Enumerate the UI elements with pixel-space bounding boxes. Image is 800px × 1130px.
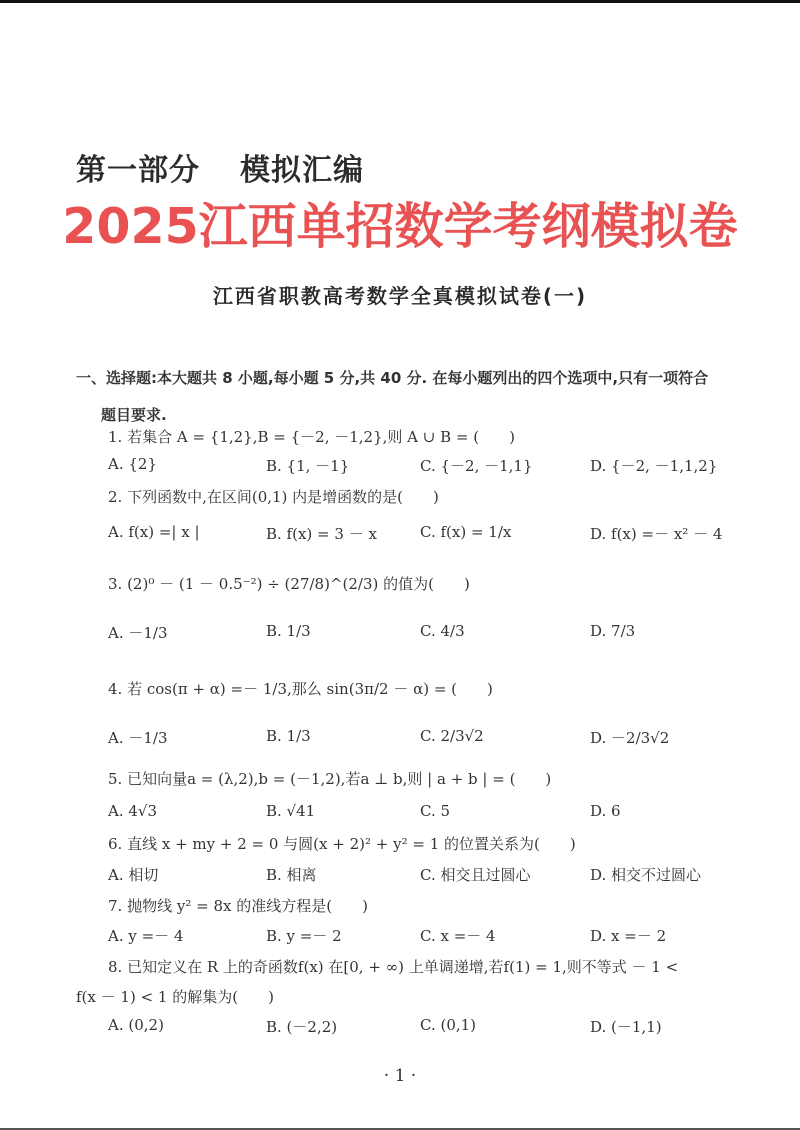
page-number: · 1 ·	[383, 1066, 417, 1086]
option-d: D. f(x) =－ x² － 4	[590, 525, 723, 543]
part-title: 模拟汇编	[240, 153, 364, 188]
option-a: A. 4√3	[108, 802, 158, 820]
question-1: 1. 若集合 A = {1,2},B = {－2, －1,2},则 A ∪ B = ( )	[108, 428, 515, 446]
option-d: D. {－2, －1,1,2}	[590, 457, 718, 475]
exam-subtitle: 江西省职教高考数学全真模拟试卷(一)	[212, 284, 588, 308]
option-b: B. y =－ 2	[266, 927, 342, 945]
question-8-continued: f(x － 1) < 1 的解集为( )	[76, 988, 274, 1006]
options-8	[108, 1016, 768, 1046]
options-5	[108, 802, 768, 832]
option-a: A. f(x) =| x |	[108, 523, 200, 541]
option-a: A. (0,2)	[108, 1016, 164, 1034]
option-b: B. √41	[266, 802, 316, 820]
option-a: A. 相切	[108, 866, 159, 884]
option-b: B. 1/3	[266, 727, 311, 745]
option-c: C. (0,1)	[420, 1016, 477, 1034]
option-c: C. 相交且过圆心	[420, 866, 531, 884]
option-d: D. (－1,1)	[590, 1018, 662, 1036]
option-a: A. －1/3	[108, 729, 168, 747]
option-a: A. y =－ 4	[108, 927, 184, 945]
option-b: B. 1/3	[266, 622, 311, 640]
options-2	[108, 523, 768, 553]
option-c: C. 4/3	[420, 622, 465, 640]
option-c: C. {－2, －1,1}	[420, 457, 533, 475]
options-1	[108, 455, 768, 485]
part-label: 第一部分	[76, 153, 200, 188]
banner-title: 2025江西单招数学考纲模拟卷	[62, 198, 738, 255]
option-b: B. (－2,2)	[266, 1018, 338, 1036]
option-d: D. 7/3	[590, 622, 636, 640]
option-b: B. {1, －1}	[266, 457, 350, 475]
option-d: D. x =－ 2	[590, 927, 667, 945]
part-heading	[76, 145, 364, 189]
option-d: D. 相交不过圆心	[590, 866, 702, 884]
options-3	[108, 622, 768, 652]
option-b: B. f(x) = 3 － x	[266, 525, 377, 543]
option-a: A. －1/3	[108, 624, 168, 642]
question-5: 5. 已知向量a = (λ,2),b = (－1,2),若a ⊥ b,则 | a + b | = ( )	[108, 770, 552, 788]
option-c: C. x =－ 4	[420, 927, 496, 945]
question-8: 8. 已知定义在 R 上的奇函数f(x) 在[0, + ∞) 上单调递增,若f(1) = 1,则不等式 － 1 <	[108, 958, 679, 976]
instructions-line-1: 一、选择题:本大题共 8 小题,每小题 5 分,共 40 分. 在每小题列出的四个选项中,只有一项符合	[76, 369, 709, 387]
instructions-line-2: 题目要求.	[101, 406, 167, 424]
question-2: 2. 下列函数中,在区间(0,1) 内是增函数的是( )	[108, 488, 439, 506]
top-edge	[0, 0, 800, 3]
option-d: D. －2/3√2	[590, 729, 670, 747]
options-6	[108, 864, 768, 894]
section-instructions	[76, 360, 756, 434]
options-7	[108, 925, 768, 955]
question-6: 6. 直线 x + my + 2 = 0 与圆(x + 2)² + y² = 1 的位置关系为( )	[108, 835, 576, 853]
option-c: C. 2/3√2	[420, 727, 484, 745]
option-c: C. 5	[420, 802, 451, 820]
question-3: 3. (2)⁰ － (1 － 0.5⁻²) ÷ (27/8)^(2/3) 的值为( )	[108, 575, 470, 593]
question-7: 7. 抛物线 y² = 8x 的准线方程是( )	[108, 897, 368, 915]
option-b: B. 相离	[266, 866, 317, 884]
option-d: D. 6	[590, 802, 621, 820]
question-4: 4. 若 cos(π + α) =－ 1/3,那么 sin(3π/2 － α) = ( )	[108, 680, 493, 698]
option-c: C. f(x) = 1/x	[420, 523, 512, 541]
option-a: A. {2}	[108, 455, 157, 473]
options-4	[108, 727, 768, 757]
